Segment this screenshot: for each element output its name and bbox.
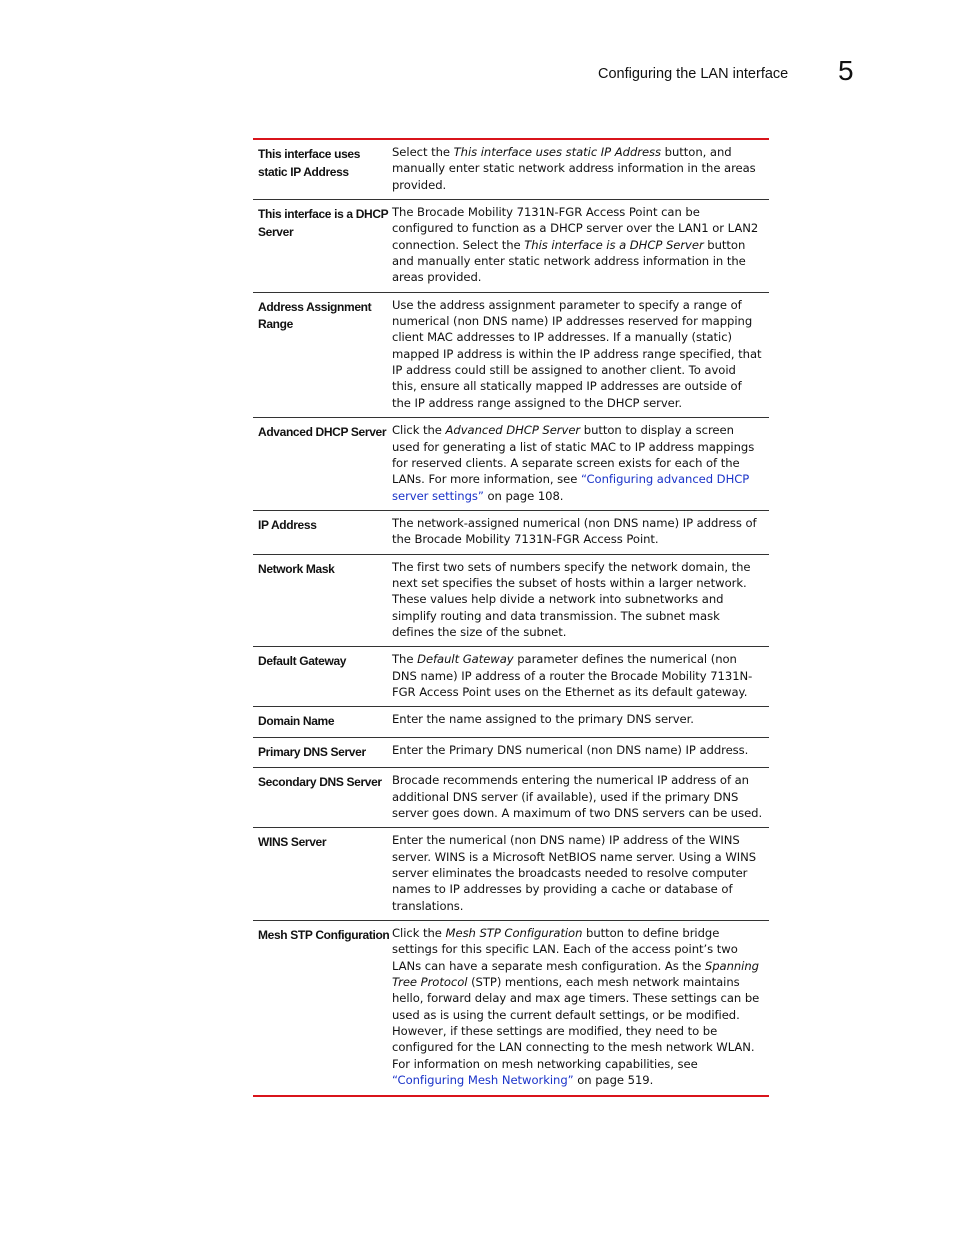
parameter-description	[392, 832, 769, 914]
table-row	[253, 828, 769, 921]
parameter-description	[392, 742, 769, 762]
emphasized-term: Advanced DHCP Server	[445, 423, 581, 438]
chapter-number: 5	[838, 55, 854, 86]
parameter-term: This interface is a DHCP Server	[258, 207, 389, 239]
table-row	[253, 768, 769, 828]
description-text: button and manually enter static network address information in the areas provided.	[392, 237, 746, 285]
description-text: The	[392, 652, 418, 667]
table-row	[253, 707, 769, 738]
parameter-term: Secondary DNS Server	[258, 775, 382, 790]
table-row	[253, 647, 769, 707]
chapter-title: Configuring the LAN interface	[598, 66, 789, 82]
parameter-description	[392, 204, 769, 286]
parameter-table	[253, 138, 769, 1097]
table-row	[253, 293, 769, 418]
parameter-term: Default Gateway	[258, 654, 347, 669]
description-text: button to display a screen used for generating a list of static MAC to IP address mappings for reserved clients. A separate screen exists for each of the LANs. For more information, see	[392, 423, 755, 487]
description-text: Enter the name assigned to the primary DNS server.	[392, 712, 694, 727]
description-text: Enter the numerical (non DNS name) IP address of the WINS server. WINS is a Microsoft NetBIOS name server. Using a WINS server eliminates the broadcasts needed to resolve computer names to IP addresses by providing a cache or database of translations.	[392, 833, 757, 913]
table-row	[253, 555, 769, 648]
cross-reference-link[interactable]: “Configuring Mesh Networking”	[392, 1073, 574, 1088]
emphasized-term: This interface is a DHCP Server	[524, 237, 704, 252]
parameter-description	[392, 772, 769, 821]
table-row	[253, 511, 769, 555]
parameter-description	[392, 559, 769, 641]
parameter-description	[392, 297, 769, 411]
description-text: Click the	[392, 926, 446, 941]
cross-reference-link[interactable]: “Configuring advanced DHCP server settings”	[392, 472, 750, 503]
parameter-description	[392, 422, 769, 504]
parameter-term: Domain Name	[258, 714, 335, 729]
description-text: For information on mesh networking capabilities, see	[392, 1056, 698, 1071]
parameter-term: Address Assignment Range	[258, 299, 372, 332]
description-text: Click the	[392, 423, 446, 438]
parameter-term: Network Mask	[258, 561, 335, 576]
description-text: (STP) mentions, each mesh network maintains hello, forward delay and max age timers. These settings can be used as is using the current default settings, or be modified. However, if these settings are modified, they need to be configured for the LAN connecting to the mesh network WLAN.	[392, 975, 760, 1055]
description-text: The network-assigned numerical (non DNS name) IP address of the Brocade Mobility 7131N-FGR Access Point.	[392, 515, 757, 547]
emphasized-term: Spanning Tree Protocol	[392, 958, 759, 990]
description-text: Brocade recommends entering the numerical IP address of an additional DNS server (if available), used if the primary DNS server goes down. A maximum of two DNS servers can be used.	[392, 773, 763, 820]
table-row	[253, 418, 769, 511]
table-row	[253, 738, 769, 769]
description-text: on page 519.	[573, 1073, 654, 1088]
parameter-description	[392, 711, 769, 731]
parameter-description	[392, 144, 769, 193]
description-text: The Brocade Mobility 7131N-FGR Access Point can be configured to function as a DHCP server over the LAN1 or LAN2 connection. Select the	[392, 205, 759, 252]
parameter-term: Advanced DHCP Server	[258, 425, 387, 440]
emphasized-term: Mesh STP Configuration	[445, 926, 583, 941]
description-text: The first two sets of numbers specify the network domain, the next set specifies the subset of hosts within a larger network. These values help divide a network into subnetworks and simplify routing and data transmission. The subnet mask defines the size of the subnet.	[392, 559, 751, 639]
description-text: Enter the Primary DNS numerical (non DNS name) IP address.	[392, 742, 749, 757]
emphasized-term: Default Gateway	[417, 652, 514, 667]
parameter-term: This interface uses static IP Address	[258, 147, 361, 179]
description-text: parameter defines the numerical (non DNS name) IP address of a router the Brocade Mobility 7131N-FGR Access Point uses on the Ethernet as its default gateway.	[392, 652, 753, 699]
description-text: Select the	[392, 145, 454, 159]
table-row	[253, 140, 769, 200]
emphasized-term: This interface uses static IP Address	[453, 145, 662, 159]
parameter-term: WINS Server	[258, 835, 327, 850]
table-row	[253, 200, 769, 293]
description-text: button to define bridge settings for this specific LAN. Each of the access point’s two LANs can have a separate mesh configuration. As the	[392, 926, 738, 973]
parameter-description	[392, 651, 769, 700]
description-text: button, and manually enter static network address information in the areas provided.	[392, 145, 756, 192]
table-row	[253, 921, 769, 1094]
description-text: on page 108.	[483, 488, 564, 503]
parameter-term: Primary DNS Server	[258, 744, 366, 759]
page-header	[0, 56, 954, 96]
parameter-term: Mesh STP Configuration	[258, 928, 390, 943]
description-text: Use the address assignment parameter to specify a range of numerical (non DNS name) IP addresses reserved for mapping client MAC addresses to IP addresses. If a manually (static) mapped IP address is within the IP address range specified, that IP address could still be assigned to another client. To avoid this, ensure all statically mapped IP addresses are outside of the IP address range assigned to the DHCP server.	[392, 297, 762, 410]
parameter-description	[392, 925, 769, 1088]
parameter-description	[392, 515, 769, 548]
parameter-term: IP Address	[258, 517, 317, 532]
